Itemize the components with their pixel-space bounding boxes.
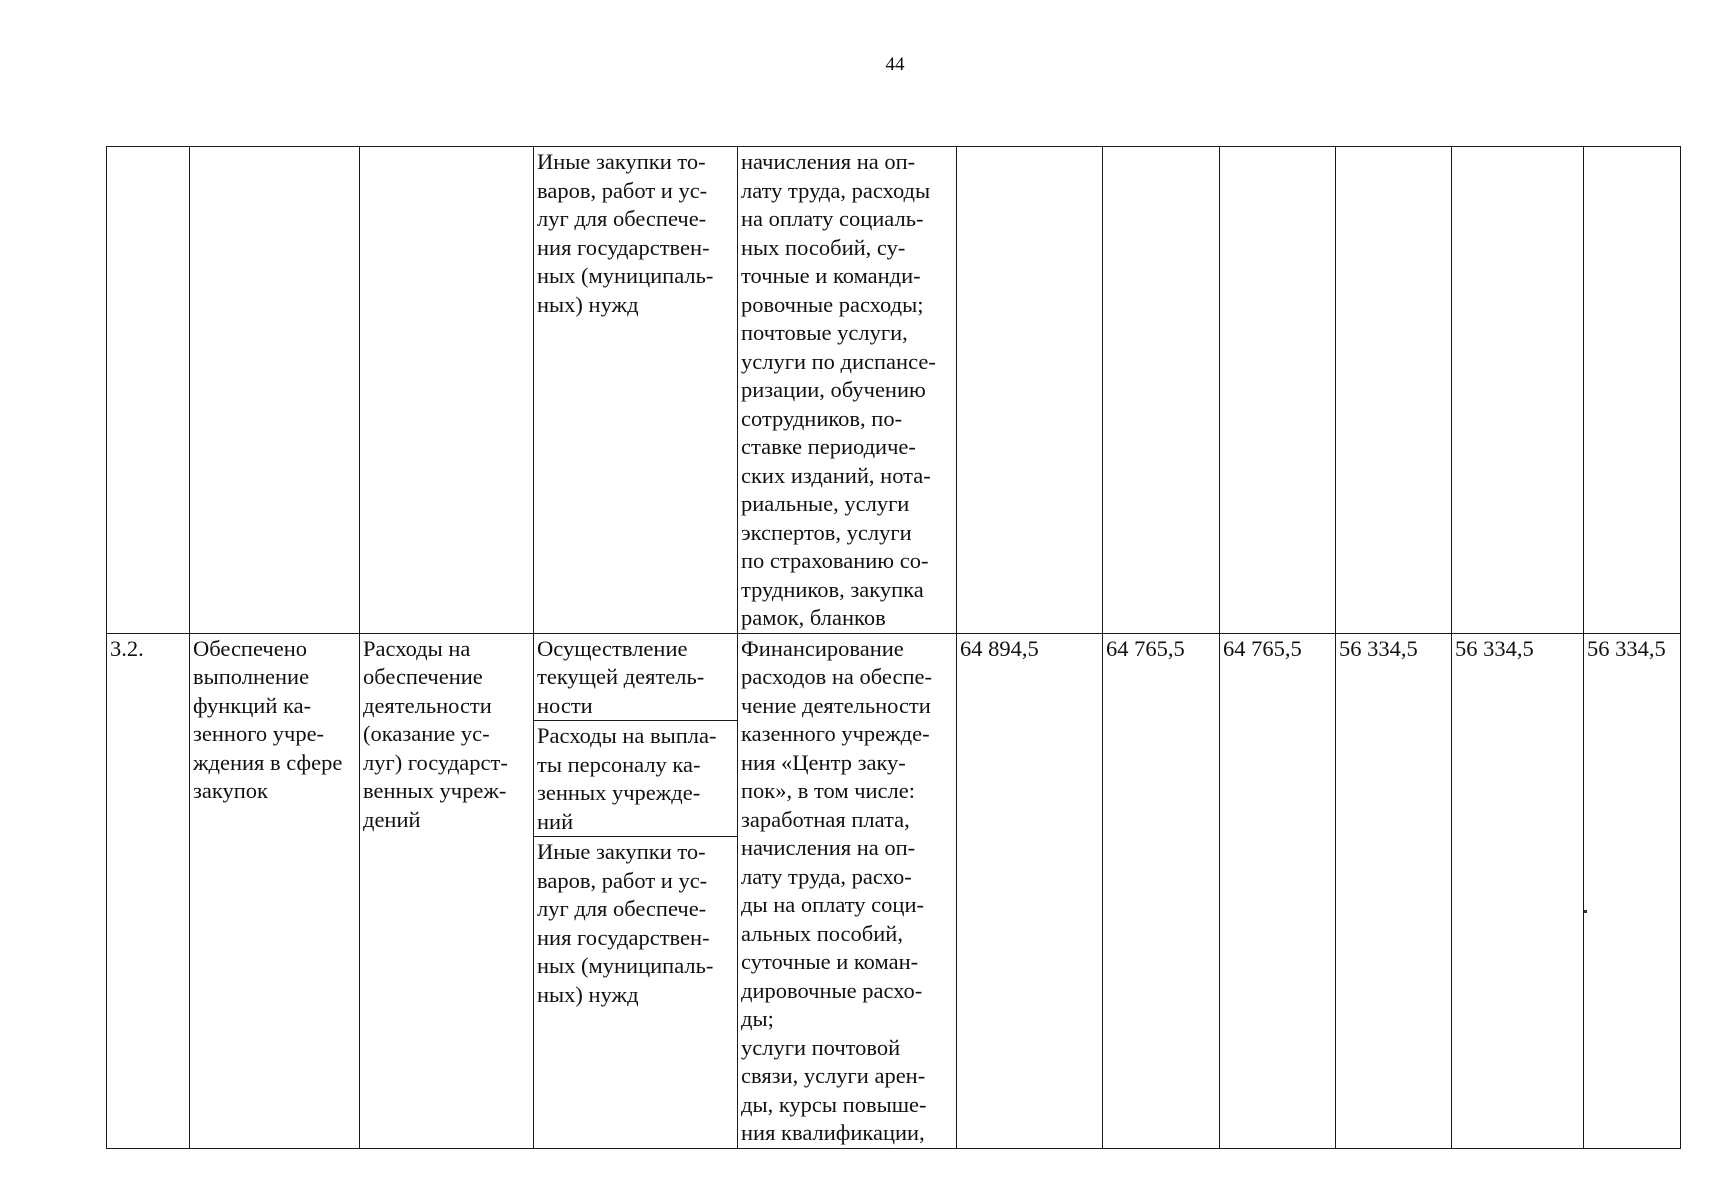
text-line: дировочные расхо- <box>741 977 923 1003</box>
text-line: трудников, закупка <box>741 576 924 602</box>
text-line: ровочные расходы; <box>741 291 924 317</box>
text-line: луг) государст- <box>363 749 508 775</box>
table-row <box>107 147 1681 634</box>
text-line: начисления на оп- <box>741 149 916 174</box>
text-line: экспертов, услуги <box>741 519 912 545</box>
text-line: ных) нужд <box>537 291 639 317</box>
text-line: Иные закупки то- <box>537 839 706 864</box>
text-line: Осуществление <box>537 635 688 661</box>
text-line: ных пособий, су- <box>741 234 906 260</box>
cell-purchase-type <box>534 633 738 1148</box>
text-line: лату труда, расхо- <box>741 863 912 889</box>
text-line: зенного учре- <box>193 721 325 746</box>
text-line: сотрудников, по- <box>741 405 903 431</box>
cell-value: 56 334,5 <box>1452 633 1584 1148</box>
text-line: варов, работ и ус- <box>537 867 708 893</box>
text-line: ды; <box>741 1006 774 1031</box>
text-line: начисления на оп- <box>741 835 916 860</box>
text-line: закупок <box>193 778 268 803</box>
cell-expense <box>360 633 534 1148</box>
text-line: луг для обеспече- <box>537 896 707 921</box>
text-line: ных (муниципаль- <box>537 263 714 288</box>
page-number: 44 <box>885 54 905 75</box>
text-line: услуги по диспансе- <box>741 348 936 374</box>
text-line: точные и команди- <box>741 263 921 288</box>
table-row <box>107 633 1681 1148</box>
text-line: деятельности <box>363 692 492 718</box>
text-line: венных учреж- <box>363 778 507 803</box>
text-line: текущей деятель- <box>537 664 705 689</box>
text-line: функций ка- <box>193 692 312 718</box>
text-line: по страхованию со- <box>741 548 929 573</box>
budget-table <box>106 146 1681 1149</box>
cell-value: 64 765,5 <box>1103 633 1220 1148</box>
text-line: казенного учрежде- <box>741 721 930 746</box>
text-line: ния «Центр заку- <box>741 749 906 775</box>
text-line: ды на оплату соци- <box>741 892 924 917</box>
text-line: ризации, обучению <box>741 377 926 402</box>
cell-value <box>1584 147 1681 634</box>
text-line: ния квалификации, <box>741 1120 925 1145</box>
cell-value <box>1220 147 1336 634</box>
text-line: варов, работ и ус- <box>537 177 708 203</box>
cell-value <box>1336 147 1452 634</box>
text-line: зенных учрежде- <box>537 780 701 805</box>
cell-number: 3.2. <box>107 633 190 1148</box>
cell-value: 64 894,5 <box>957 633 1103 1148</box>
text-line: (оказание ус- <box>363 721 490 746</box>
scan-speck <box>1584 910 1587 913</box>
text-line: пок», в том числе: <box>741 778 916 803</box>
cell-description <box>738 147 957 634</box>
cell-value <box>1452 147 1584 634</box>
text-line: суточные и коман- <box>741 949 919 974</box>
cell-value: 56 334,5 <box>1336 633 1452 1148</box>
cell-purchase-type <box>534 147 738 634</box>
text-line: Иные закупки то- <box>537 149 706 174</box>
text-line: рамок, бланков <box>741 605 886 630</box>
text-line: услуги почтовой <box>741 1034 901 1060</box>
text-line: Обеспечено <box>193 635 307 661</box>
text-line: ты персоналу ка- <box>537 751 701 777</box>
cell-value: 56 334,5 <box>1584 633 1681 1148</box>
text-line: дений <box>363 806 421 832</box>
cell-value <box>1103 147 1220 634</box>
text-line: расходов на обеспе- <box>741 664 932 689</box>
text-line: чение деятельности <box>741 692 931 718</box>
text-line: Финансирование <box>741 635 904 661</box>
text-line: ских изданий, нота- <box>741 462 931 488</box>
text-line: ждения в сфере <box>193 749 343 775</box>
text-line: ды, курсы повыше- <box>741 1091 927 1117</box>
text-line: ности <box>537 692 593 718</box>
text-line: на оплату социаль- <box>741 206 924 231</box>
cell-result <box>190 147 360 634</box>
cell-value: 64 765,5 <box>1220 633 1336 1148</box>
text-line: заработная плата, <box>741 806 910 832</box>
text-line: альных пособий, <box>741 920 903 946</box>
subcell-other-purchases <box>534 837 737 1009</box>
cell-number <box>107 147 190 634</box>
text-line: ных) нужд <box>537 981 639 1007</box>
subcell-personnel-payments <box>534 721 737 837</box>
text-line: лату труда, расходы <box>741 177 931 203</box>
cell-result <box>190 633 360 1148</box>
text-line: ния государствен- <box>537 924 710 950</box>
cell-expense <box>360 147 534 634</box>
cell-description <box>738 633 957 1148</box>
text-line: луг для обеспече- <box>537 206 707 231</box>
text-line: ных (муниципаль- <box>537 953 714 978</box>
text-line: обеспечение <box>363 664 483 689</box>
text-line: ставке периодиче- <box>741 434 916 459</box>
text-line: риальные, услуги <box>741 491 910 516</box>
text-line: выполнение <box>193 664 310 689</box>
text-line: связи, услуги арен- <box>741 1063 926 1088</box>
text-line: ния государствен- <box>537 234 710 260</box>
text-line: ний <box>537 808 574 834</box>
cell-value <box>957 147 1103 634</box>
text-line: Расходы на <box>363 635 471 661</box>
subcell-current-activity <box>534 634 737 722</box>
text-line: почтовые услуги, <box>741 320 908 345</box>
text-line: Расходы на выпла- <box>537 723 717 748</box>
